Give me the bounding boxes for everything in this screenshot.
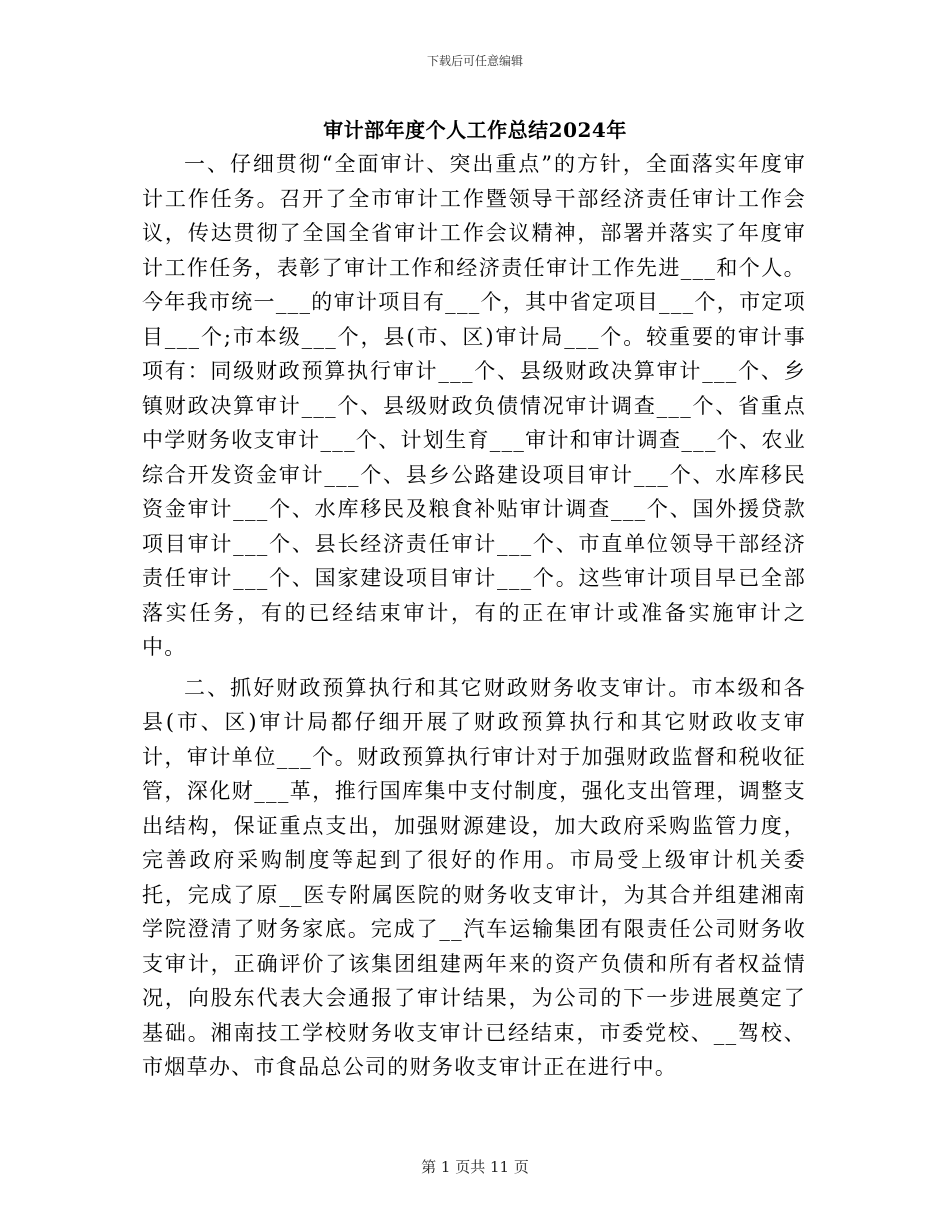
paragraph-1: 一、仔细贯彻“全面审计、突出重点”的方针，全面落实年度审计工作任务。召开了全市审计工作暨领导干部经济责任审计工作会议，传达贯彻了全国全省审计工作会议精神，部署并落实了年度审计工作任务，表彰了审计工作和经济责任审计工作先进___和个人。今年我市统一___的审计项目有___个，其中省定项目___个，市定项目___个;市本级___个，县(市、区)审计局___个。较重要的审计事项有：同级财政预算执行审计___个、县级财政决算审计___个、乡镇财政决算审计___个、县级财政负债情况审计调查___个、省重点中学财务收支审计___个、计划生育___审计和审计调查___个、农业综合开发资金审计___个、县乡公路建设项目审计___个、水库移民资金审计___个、水库移民及粮食补贴审计调查___个、国外援贷款项目审计___个、县长经济责任审计___个、市直单位领导干部经济责任审计___个、国家建设项目审计___个。这些审计项目早已全部落实任务，有的已经结束审计，有的正在审计或准备实施审计之中。: [142, 152, 806, 659]
page-header-note: 下载后可任意编辑: [426, 54, 523, 68]
page-number-footer: 第 1 页共 11 页: [421, 1158, 529, 1176]
paragraph-2: 二、抓好财政预算执行和其它财政财务收支审计。市本级和各县(市、区)审计局都仔细开展了财政预算执行和其它财政收支审计，审计单位___个。财政预算执行审计对于加强财政监督和税收征管，深化财___革，推行国库集中支付制度，强化支出管理，调整支出结构，保证重点支出，加强财源建设，加大政府采购监管力度，完善政府采购制度等起到了很好的作用。市局受上级审计机关委托，完成了原__医专附属医院的财务收支审计，为其合并组建湘南学院澄清了财务家底。完成了__汽车运输集团有限责任公司财务收支审计，正确评价了该集团组建两年来的资产负债和所有者权益情况，向股东代表大会通报了审计结果，为公司的下一步进展奠定了基础。湘南技工学校财务收支审计已经结束，市委党校、__驾校、市烟草办、市食品总公司的财务收支审计正在进行中。: [142, 675, 806, 1079]
document-body: [142, 147, 806, 1085]
document-title: 审计部年度个人工作总结2024年: [323, 118, 627, 142]
